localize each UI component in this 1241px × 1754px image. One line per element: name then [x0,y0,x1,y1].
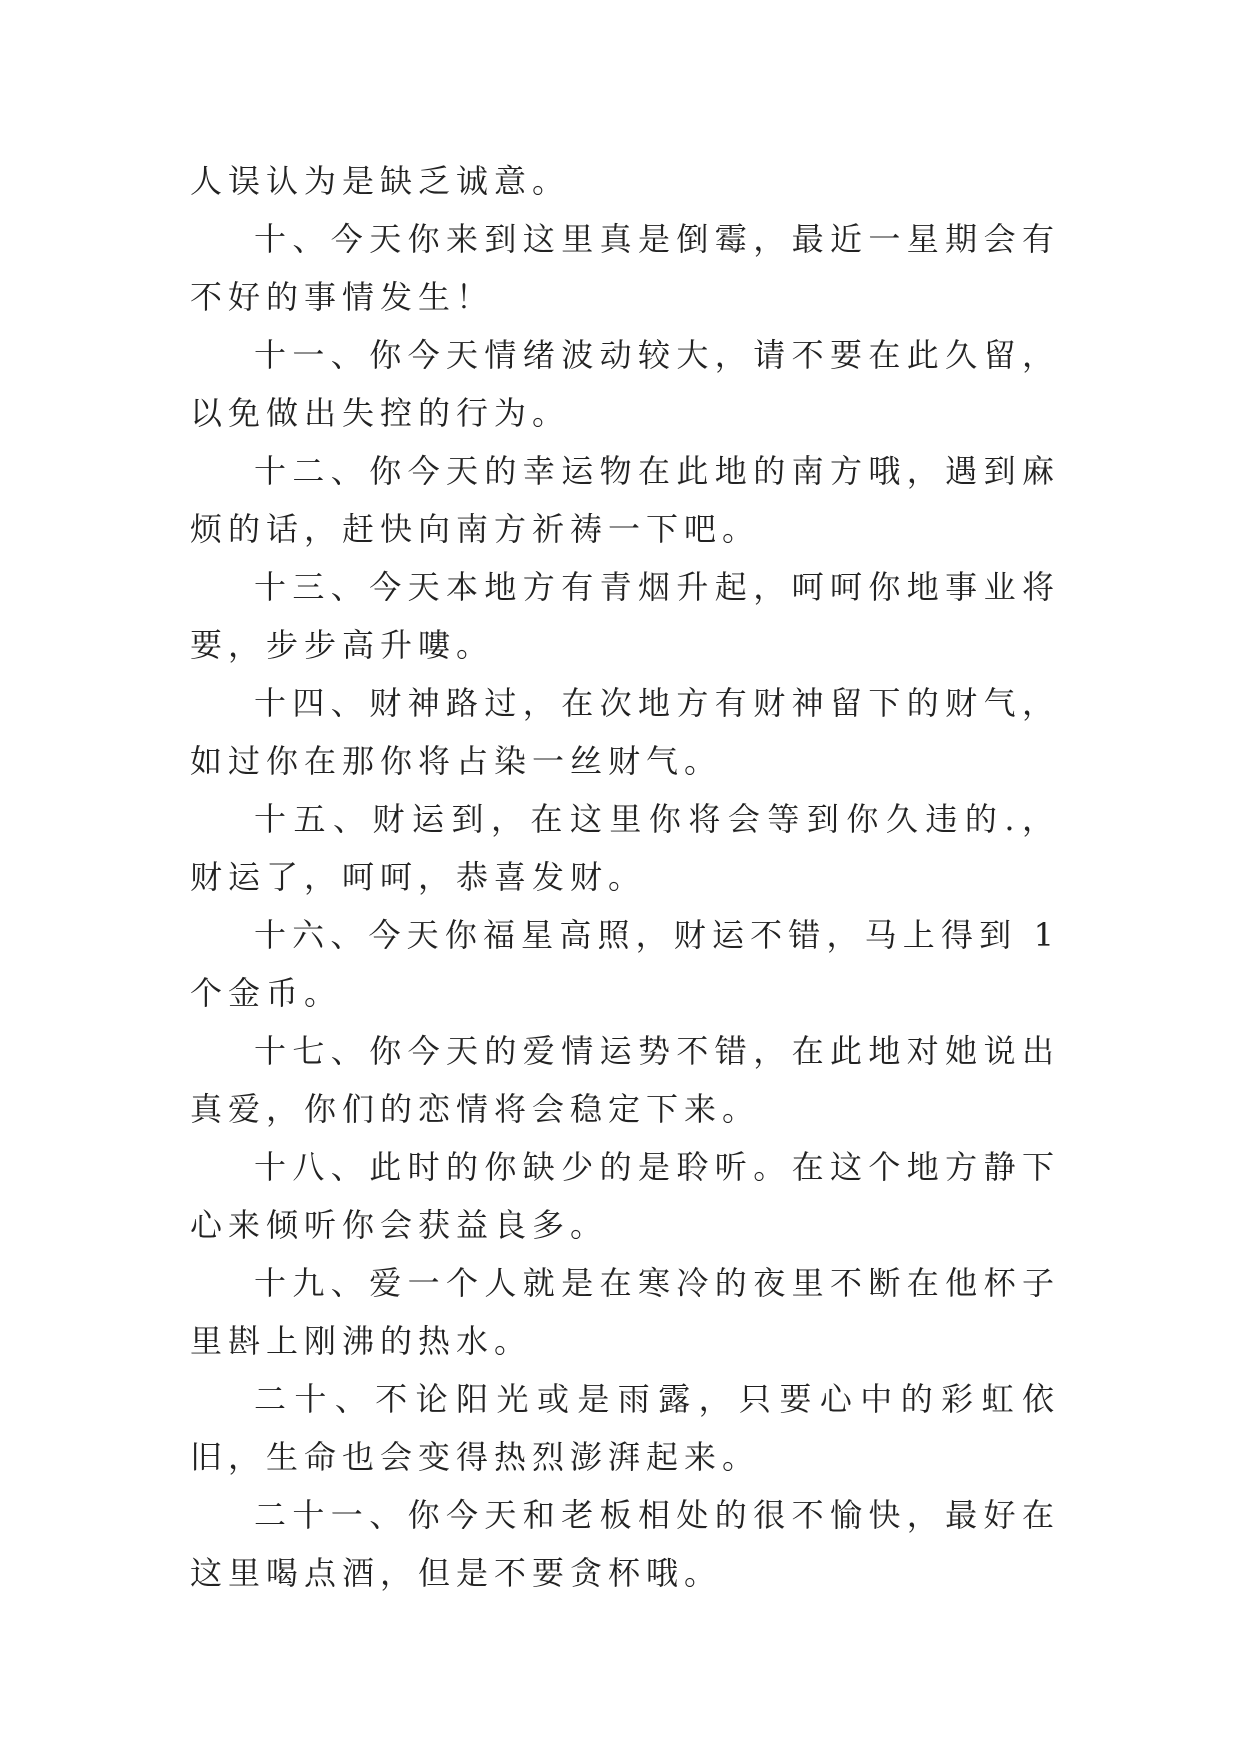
paragraph-19: 十九、爱一个人就是在寒冷的夜里不断在他杯子里斟上刚沸的热水。 [190,1264,1060,1360]
paragraph-12: 十二、你今天的幸运物在此地的南方哦，遇到麻烦的话，赶快向南方祈祷一下吧。 [190,452,1060,548]
paragraph-13: 十三、今天本地方有青烟升起，呵呵你地事业将要，步步高升嘍。 [190,568,1060,664]
paragraph-20: 二十、不论阳光或是雨露，只要心中的彩虹依旧，生命也会变得热烈澎湃起来。 [190,1380,1060,1476]
paragraph-17: 十七、你今天的爱情运势不错，在此地对她说出真爱，你们的恋情将会稳定下来。 [190,1032,1060,1128]
paragraph-14: 十四、财神路过，在次地方有财神留下的财气，如过你在那你将占染一丝财气。 [190,684,1060,780]
paragraph-18: 十八、此时的你缺少的是聆听。在这个地方静下心来倾听你会获益良多。 [190,1148,1060,1244]
paragraph-21: 二十一、你今天和老板相处的很不愉快，最好在这里喝点酒，但是不要贪杯哦。 [190,1496,1060,1592]
paragraph-11: 十一、你今天情绪波动较大，请不要在此久留，以免做出失控的行为。 [190,336,1060,432]
paragraph-10: 十、今天你来到这里真是倒霉，最近一星期会有不好的事情发生！ [190,220,1060,316]
document-body [190,152,1060,1602]
paragraph-16: 十六、今天你福星高照，财运不错，马上得到 1 个金币。 [190,916,1060,1012]
paragraph-15: 十五、财运到，在这里你将会等到你久违的.，财运了，呵呵，恭喜发财。 [190,800,1060,896]
paragraph-continuation: 人误认为是缺乏诚意。 [190,162,571,200]
